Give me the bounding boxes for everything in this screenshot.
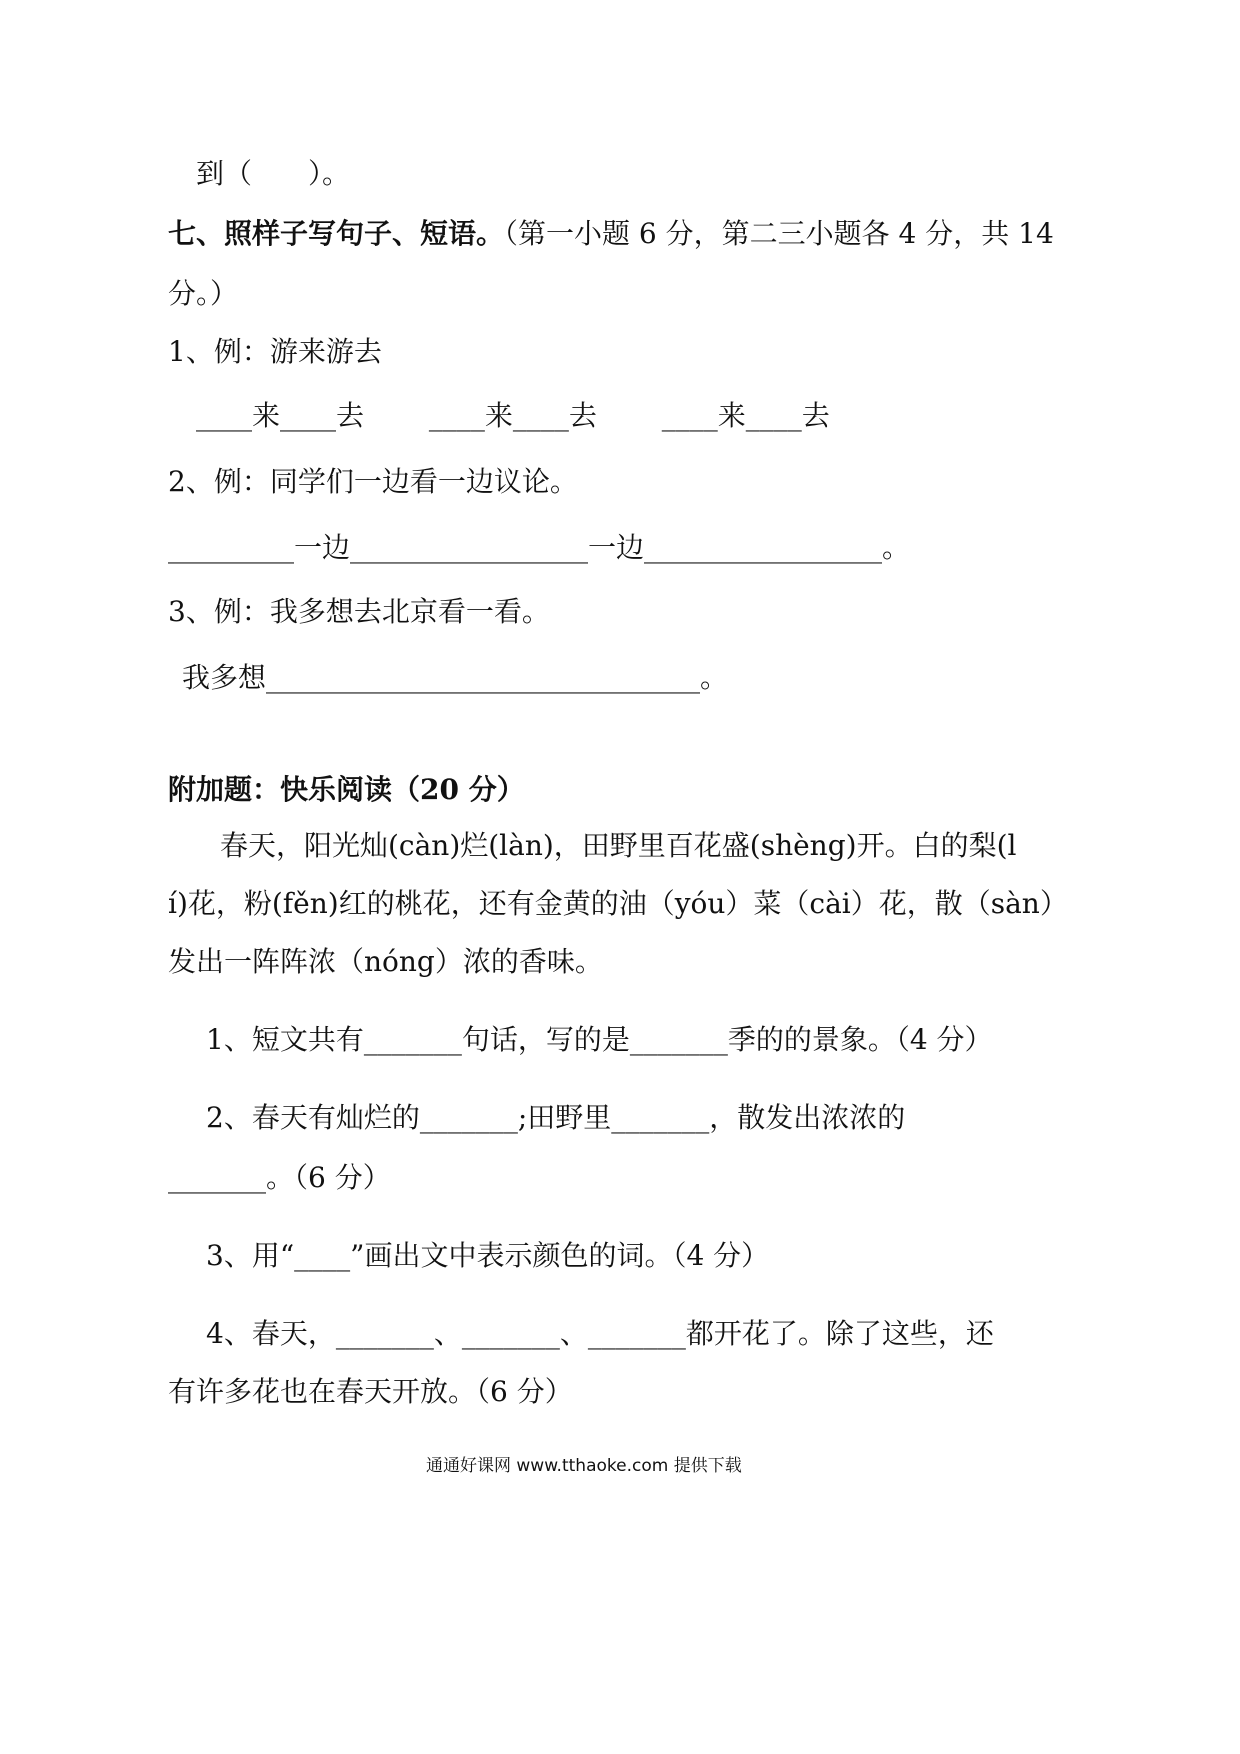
bonus-section-heading: 附加题：快乐阅读（20 分） [168,773,525,806]
reading-question-4: 4、春天，_______、_______、_______都开花了。除了这些，还 [206,1317,994,1350]
section-seven-score-cont: 分。） [168,277,239,310]
question-1-blanks: ____来____去 ____来____去 ____来____去 [196,399,830,432]
reading-question-3: 3、用“____”画出文中表示颜色的词。（4 分） [206,1239,770,1272]
question-2-blanks: _________一边_________________一边_________________。 [168,531,911,564]
reading-question-2: 2、春天有灿烂的_______;田野里_______，散发出浓浓的 [206,1101,906,1134]
reading-question-4-cont: 有许多花也在春天开放。（6 分） [168,1375,573,1408]
reading-question-1: 1、短文共有_______句话，写的是_______季的的景象。（4 分） [206,1023,993,1056]
section-seven-score: （第一小题 6 分，第二三小题各 4 分，共 14 [504,217,1054,250]
reading-passage-line-1: 春天，阳光灿(càn)烂(làn)，田野里百花盛(shèng)开。白的梨(l [220,829,1017,862]
reading-passage-line-3: 发出一阵阵浓（nóng）浓的香味。 [168,945,603,978]
question-3-blanks: 我多想_______________________________。 [182,661,729,694]
reading-passage-line-2: í)花，粉(fěn)红的桃花，还有金黄的油（yóu）菜（cài）花，散（sàn） [168,887,1068,920]
previous-question-tail: 到（ ）。 [196,157,351,190]
reading-question-2-cont: _______。（6 分） [168,1161,391,1194]
question-3-example: 3、例：我多想去北京看一看。 [168,595,550,628]
section-seven-heading [168,214,1054,254]
page-footer-source: 通通好课网 www.tthaoke.com 提供下载 [426,1456,742,1476]
question-1-example: 1、例：游来游去 [168,335,382,368]
section-seven-title: 七、照样子写句子、短语。 [168,217,505,250]
question-2-example: 2、例：同学们一边看一边议论。 [168,465,578,498]
